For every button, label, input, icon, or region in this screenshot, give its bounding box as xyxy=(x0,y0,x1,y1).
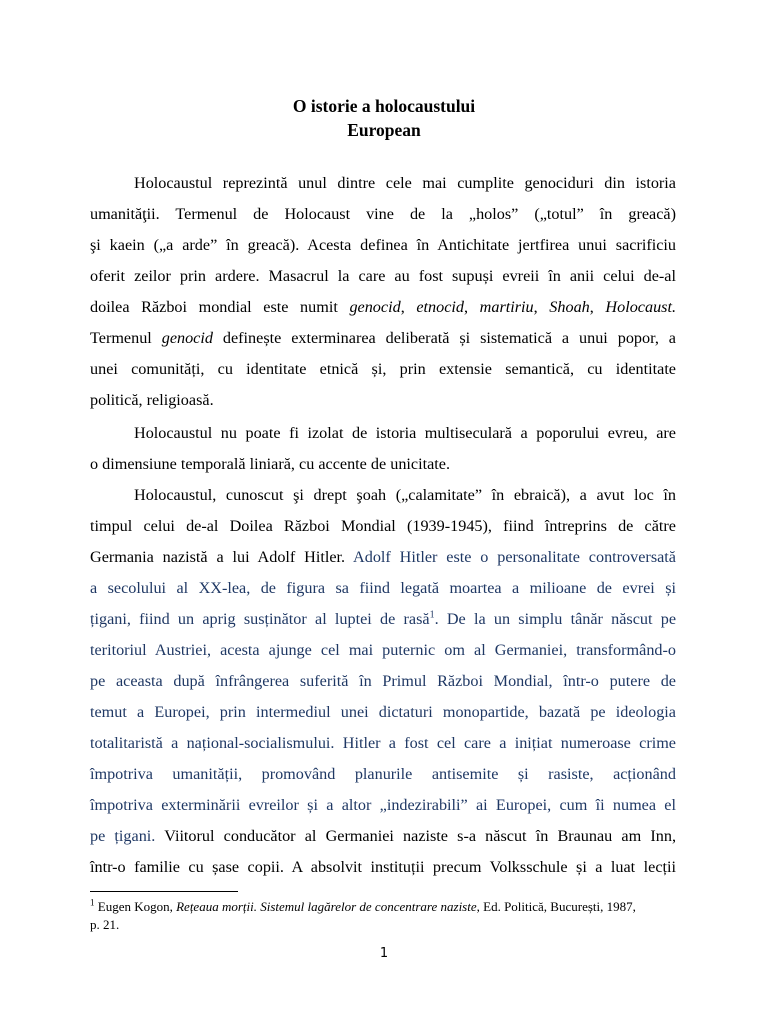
paragraph-3-line-13: într-o familie cu șase copii. A absolvit instituții precum Volksschule și a luat lecții xyxy=(90,858,676,876)
footnote-line-1: $^1$ Eugen Kogon, Rețeaua morții. Sistemul lagărelor de concentrare naziste, Ed. Politică, București, 1987, xyxy=(90,897,636,914)
paragraph-3-line-11: împotriva exterminării evreilor și a altor „indezirabili” ai Europei, cum îi numea el xyxy=(90,796,676,814)
paragraph-1-line-4: oferit zeilor prin ardere. Masacrul la care au fost supuși evreii în anii celui de-al xyxy=(90,267,676,285)
footnote-separator xyxy=(90,891,238,892)
paragraph-1-line-2: umanităţii. Termenul de Holocaust vine de la „holos” („totul” în greacă) xyxy=(90,205,676,223)
page-number: 1 xyxy=(379,946,389,961)
paragraph-1-line-6: Termenul genocid definește exterminarea deliberată și sistematică a unui popor, a xyxy=(90,329,676,347)
paragraph-3-line-4: a secolului al XX-lea, de figura sa fiind legată moartea a milioane de evrei și xyxy=(90,579,676,597)
paragraph-1-line-1: Holocaustul reprezintă unul dintre cele mai cumplite genociduri din istoria xyxy=(134,174,676,192)
footnote-line-2: p. 21. xyxy=(90,917,120,932)
paragraph-2-line-1: Holocaustul nu poate fi izolat de istoria multiseculară a poporului evreu, are xyxy=(134,424,676,442)
document-title-line-2: European xyxy=(347,120,421,140)
paragraph-3-line-5: țigani, fiind un aprig susținător al luptei de rasă$^1$. De la un simplu tânăr născut pe xyxy=(90,609,677,628)
footnote-book-title: Rețeaua morții. Sistemul lagărelor de concentrare naziste xyxy=(176,899,477,914)
footnote-marker: 1 xyxy=(90,897,95,908)
paragraph-3-line-12: pe țigani. Viitorul conducător al Germaniei naziste s-a născut în Braunau am Inn, xyxy=(90,827,676,845)
document-title-line-1: O istorie a holocaustului xyxy=(292,96,476,116)
paragraph-1-line-3: şi kaein („a arde” în greacă). Acesta definea în Antichitate jertfirea unui sacrificiu xyxy=(90,236,676,254)
paragraph-3-line-9: totalitaristă a național-socialismului. Hitler a fost cel care a inițiat numeroase crime xyxy=(90,734,676,752)
paragraph-3-line-7: pe aceasta după înfrângerea suferită în Primul Război Mondial, într-o putere de xyxy=(90,672,676,690)
paragraph-3-line-6: teritoriul Austriei, acesta ajunge cel mai puternic om al Germaniei, transformând-o xyxy=(90,641,676,659)
paragraph-2-line-2: o dimensiune temporală liniară, cu accente de unicitate. xyxy=(90,455,451,473)
paragraph-3-line-8: temut a Europei, prin intermediul unei dictaturi monopartide, bazată pe ideologia xyxy=(90,703,676,721)
footnote-reference[interactable]: 1 xyxy=(429,609,435,621)
paragraph-3-line-2: timpul celui de-al Doilea Război Mondial (1939-1945), fiind întreprins de către xyxy=(90,517,676,535)
paragraph-1-line-7: unei comunități, cu identitate etnică și, prin extensie semantică, cu identitate xyxy=(90,360,676,378)
paragraph-1-line-5: doilea Război mondial este numit genocid, etnocid, martiriu, Shoah, Holocaust. xyxy=(90,298,677,316)
paragraph-3-line-1: Holocaustul, cunoscut şi drept şoah („calamitate” în ebraică), a avut loc în xyxy=(134,486,676,504)
paragraph-3-line-10: împotriva umanității, promovând planurile antisemite și rasiste, acționând xyxy=(90,765,676,783)
paragraph-1-line-8: politică, religioasă. xyxy=(90,391,214,409)
paragraph-3-line-3: Germania nazistă a lui Adolf Hitler. Adolf Hitler este o personalitate controversată xyxy=(90,548,676,566)
